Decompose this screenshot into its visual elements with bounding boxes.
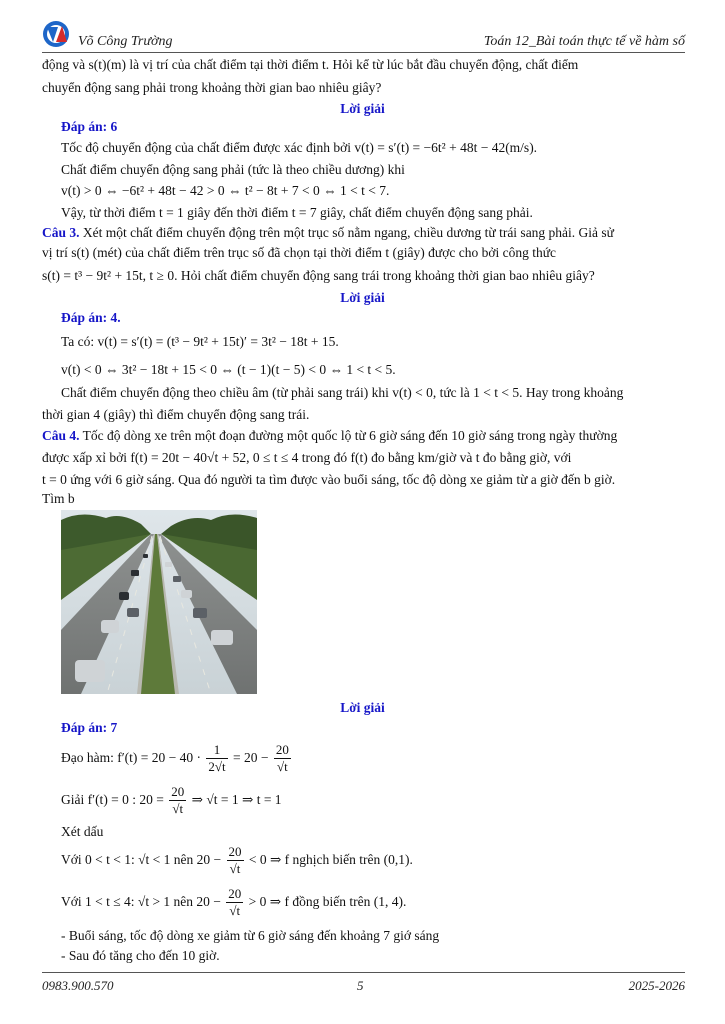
numerator: 20 <box>171 784 185 800</box>
math-text: Với 0 < t < 1: √t < 1 nên 20 − <box>61 852 222 867</box>
question-4-line <box>42 427 617 445</box>
highway-photo <box>61 510 257 694</box>
math-line: v(t) < 0 ⇔ 3t² − 18t + 15 < 0 ⇔ (t − 1)(t − 5) < 0 ⇔ 1 < t < 5. <box>61 362 396 377</box>
solve-line <box>61 782 282 818</box>
text-line: Vậy, từ thời điểm t = 1 giây đến thời điểm t = 7 giây, chất điểm chuyển động sang phải. <box>61 205 533 220</box>
sign-line-1 <box>61 842 413 878</box>
fraction <box>274 742 291 775</box>
numerator: 20 <box>228 886 242 902</box>
math-text: < 0 ⇒ f nghịch biến trên (0,1). <box>248 852 413 867</box>
text-line: - Buổi sáng, tốc độ dòng xe giảm từ 6 giờ sáng đến khoảng 7 giớ sáng <box>61 928 440 943</box>
text-line: chuyển động sang phải trong khoảng thời gian bao nhiêu giây? <box>42 80 382 95</box>
denominator: √t <box>172 801 184 817</box>
derivative-line <box>61 740 293 776</box>
question-3-line <box>42 224 614 242</box>
text-line: t = 0 ứng với 6 giờ sáng. Qua đó người ta tìm được vào buổi sáng, tốc độ dòng xe giảm từ a giờ đến b giờ. <box>42 472 616 487</box>
fraction <box>226 886 243 919</box>
fraction <box>227 844 244 877</box>
answer-label: Đáp án: 6 <box>61 119 118 134</box>
text-line: vị trí s(t) (mét) của chất điểm trên trục số đã chọn tại thời điểm t (giây) được cho bởi công thức <box>42 245 557 260</box>
logo-icon <box>42 20 70 48</box>
math-line: v(t) > 0 ⇔ −6t² + 48t − 42 > 0 ⇔ t² − 8t + 7 < 0 ⇔ 1 < t < 7. <box>61 183 390 198</box>
header-title: Toán 12_Bài toán thực tế về hàm số <box>483 34 685 49</box>
denominator: 2√t <box>208 759 226 775</box>
page-header <box>42 22 685 53</box>
solution-heading: Lời giải <box>340 700 385 715</box>
denominator: √t <box>277 759 288 775</box>
footer-page-number: 5 <box>357 978 364 993</box>
math-text: ⇒ √t = 1 ⇒ t = 1 <box>191 792 282 807</box>
text-line: Tốc độ chuyển động của chất điểm được xác định bởi v(t) = s′(t) = −6t² + 48t − 42(m/s). <box>61 140 538 155</box>
footer-phone: 0983.900.570 <box>42 978 114 993</box>
denominator: √t <box>229 903 241 919</box>
text-line: động và s(t)(m) là vị trí của chất điểm tại thời điểm t. Hỏi kể từ lúc bắt đầu chuyển động, chất điểm <box>42 57 579 72</box>
answer-label: Đáp án: 7 <box>61 720 118 735</box>
fraction <box>206 742 227 775</box>
text-line: thời gian 4 (giây) thì điểm chuyển động sang trái. <box>42 407 310 422</box>
page-footer <box>42 972 685 997</box>
header-author: Võ Công Trường <box>78 34 173 49</box>
question-4-text: Tốc độ dòng xe trên một đoạn đường một quốc lộ từ 6 giờ sáng đến 10 giờ sáng trong ngày thường <box>82 428 618 443</box>
solution-heading: Lời giải <box>340 290 385 305</box>
math-line: được xấp xỉ bởi f(t) = 20t − 40√t + 52, 0 ≤ t ≤ 4 trong đó f(t) đo bằng km/giờ và t đo bằng giờ, với <box>42 450 572 465</box>
math-text: Giải f′(t) = 0 : 20 = <box>61 792 164 807</box>
text-line: Tìm b <box>42 491 75 506</box>
numerator: 1 <box>206 742 227 759</box>
math-text: = 20 − <box>233 750 269 765</box>
solution-heading: Lời giải <box>340 101 385 116</box>
numerator: 20 <box>275 742 289 758</box>
math-text: Đạo hàm: f′(t) = 20 − 40 · <box>61 750 202 765</box>
question-3-text: Xét một chất điểm chuyển động trên một trục số nằm ngang, chiều dương từ trái sang phải. Giả sử <box>82 225 614 240</box>
math-text: > 0 ⇒ f đồng biến trên (1, 4). <box>248 894 407 909</box>
denominator: √t <box>229 861 241 877</box>
question-3-label: Câu 3. <box>42 225 80 240</box>
question-4-label: Câu 4. <box>42 428 80 443</box>
text-line: - Sau đó tăng cho đến 10 giờ. <box>61 948 220 963</box>
footer-year: 2025-2026 <box>628 978 685 993</box>
text-line: Xét dấu <box>61 824 104 839</box>
fraction <box>169 784 186 817</box>
math-line: s(t) = t³ − 9t² + 15t, t ≥ 0. Hỏi chất điểm chuyển động sang trái trong khoảng thời gian bao nhiêu giây? <box>42 268 595 283</box>
math-line: Ta có: v(t) = s′(t) = (t³ − 9t² + 15t)′ = 3t² − 18t + 15. <box>61 334 339 349</box>
math-text: Với 1 < t ≤ 4: √t > 1 nên 20 − <box>61 894 221 909</box>
answer-label: Đáp án: 4. <box>61 310 121 325</box>
text-line: Chất điểm chuyển động sang phải (tức là theo chiều dương) khi <box>61 162 405 177</box>
sign-line-2 <box>61 884 406 920</box>
numerator: 20 <box>228 844 242 860</box>
text-line: Chất điểm chuyển động theo chiều âm (từ phải sang trái) khi v(t) < 0, tức là 1 < t < 5. Hay trong khoảng <box>61 385 624 400</box>
